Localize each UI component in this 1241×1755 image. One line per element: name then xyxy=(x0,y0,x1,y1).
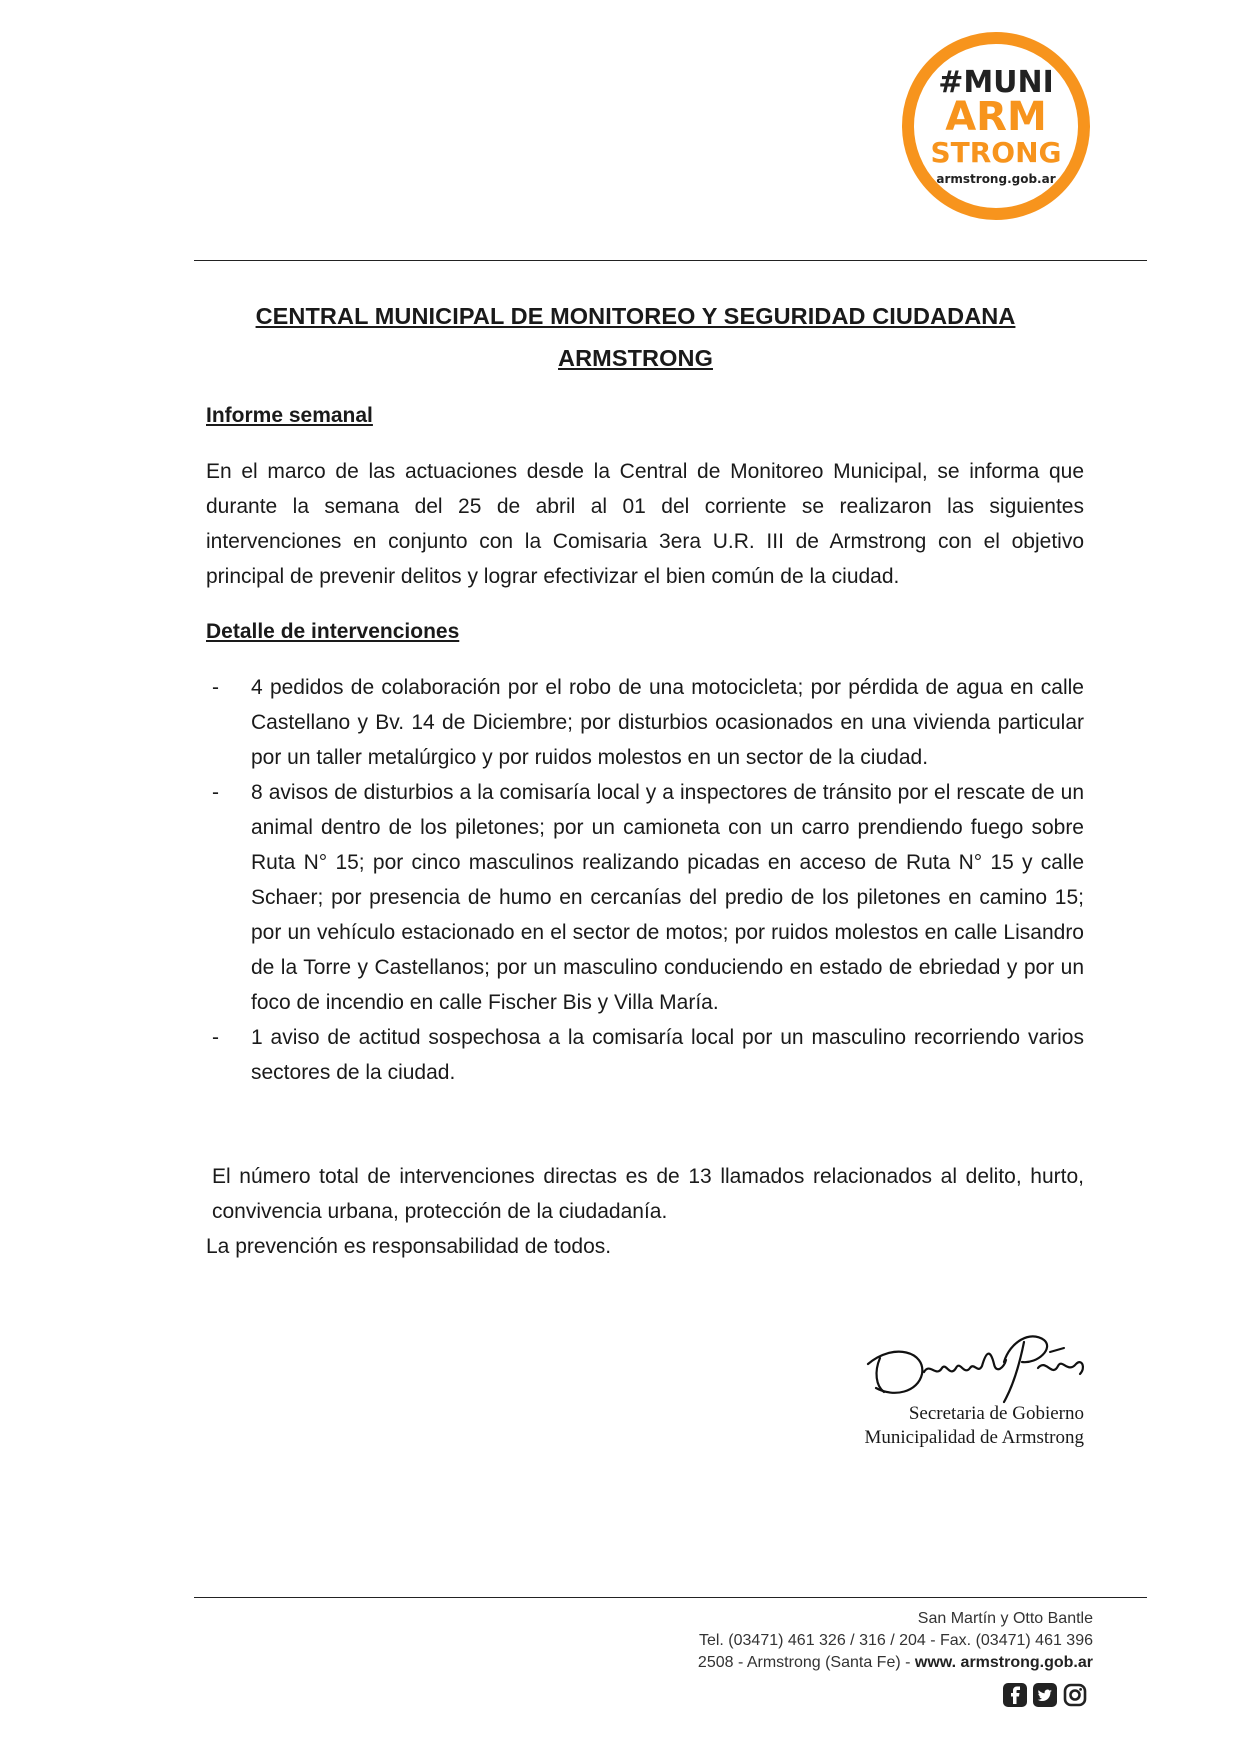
logo-strong-text: STRONG xyxy=(930,136,1062,169)
document-subtitle: ARMSTRONG xyxy=(558,345,713,371)
footer-website-link[interactable]: www. armstrong.gob.ar xyxy=(914,1654,1093,1671)
list-item xyxy=(206,775,1084,1020)
logo-arm-text: ARM xyxy=(945,94,1047,140)
list-item-text: 1 aviso de actitud sospechosa a la comisaría local por un masculino recorriendo varios sectores de la ciudad. xyxy=(251,1026,1084,1084)
informe-heading: Informe semanal xyxy=(206,404,373,427)
list-item xyxy=(206,1020,1084,1090)
document-title: CENTRAL MUNICIPAL DE MONITOREO Y SEGURIDAD CIUDADANA xyxy=(255,303,1016,329)
social-icons xyxy=(1002,1682,1088,1708)
list-bullet: - xyxy=(212,676,219,699)
footer-city-line xyxy=(698,1652,1093,1674)
list-bullet: - xyxy=(212,1026,219,1049)
detalle-heading: Detalle de intervenciones xyxy=(206,620,460,643)
list-item-text: 8 avisos de disturbios a la comisaría local y a inspectores de tránsito por el rescate de un animal dentro de los piletones; por un camioneta con un carro prendiendo fuego sobre Ruta N° 15; por cinco masculinos realizando picadas en acceso de Ruta N° 15 y calle Schaer; por presencia de humo en cercanías del predio de los piletones en camino 15; por un vehículo estacionado en el sector de motos; por ruidos molestos en calle Lisandro de la Torre y Castellanos; por un masculino conduciendo en estado de ebriedad y por un foco de incendio en calle Fischer Bis y Villa María. xyxy=(251,781,1084,1014)
logo-muni-text: #MUNI xyxy=(938,65,1054,100)
footer-divider xyxy=(194,1597,1147,1598)
facebook-icon[interactable] xyxy=(1002,1682,1028,1708)
totals-paragraph: El número total de intervenciones directas es de 13 llamados relacionados al delito, hurto, convivencia urbana, protección de la ciudadanía. xyxy=(212,1165,1084,1223)
closing-line: La prevención es responsabilidad de todos. xyxy=(206,1235,612,1258)
intro-paragraph: En el marco de las actuaciones desde la Central de Monitoreo Municipal, se informa que durante la semana del 25 de abril al 01 del corriente se realizaron las siguientes intervenciones en conjunto con la Comisaria 3era U.R. III de Armstrong con el objetivo principal de prevenir delitos y lograr efectivizar el bien común de la ciudad. xyxy=(206,460,1084,588)
list-bullet: - xyxy=(212,781,219,804)
footer-address: San Martín y Otto Bantle xyxy=(917,1610,1093,1627)
municipality-logo xyxy=(898,28,1094,224)
signatory-title: Secretaria de Gobierno xyxy=(908,1403,1084,1424)
twitter-icon[interactable] xyxy=(1032,1682,1058,1708)
handwritten-signature xyxy=(854,1312,1094,1412)
header-divider xyxy=(194,260,1147,261)
signatory-org: Municipalidad de Armstrong xyxy=(864,1427,1084,1448)
logo-domain-text: armstrong.gob.ar xyxy=(936,172,1056,186)
list-item-text: 4 pedidos de colaboración por el robo de una motocicleta; por pérdida de agua en calle Castellano y Bv. 14 de Diciembre; por disturbios ocasionados en una vivienda particular por un taller metalúrgico y por ruidos molestos en un sector de la ciudad. xyxy=(251,676,1084,769)
interventions-list xyxy=(206,670,1084,1090)
footer-phones: Tel. (03471) 461 326 / 316 / 204 - Fax. (03471) 461 396 xyxy=(698,1632,1093,1649)
footer-city: 2508 - Armstrong (Santa Fe) - xyxy=(697,1654,915,1671)
list-item xyxy=(206,670,1084,775)
instagram-icon[interactable] xyxy=(1062,1682,1088,1708)
